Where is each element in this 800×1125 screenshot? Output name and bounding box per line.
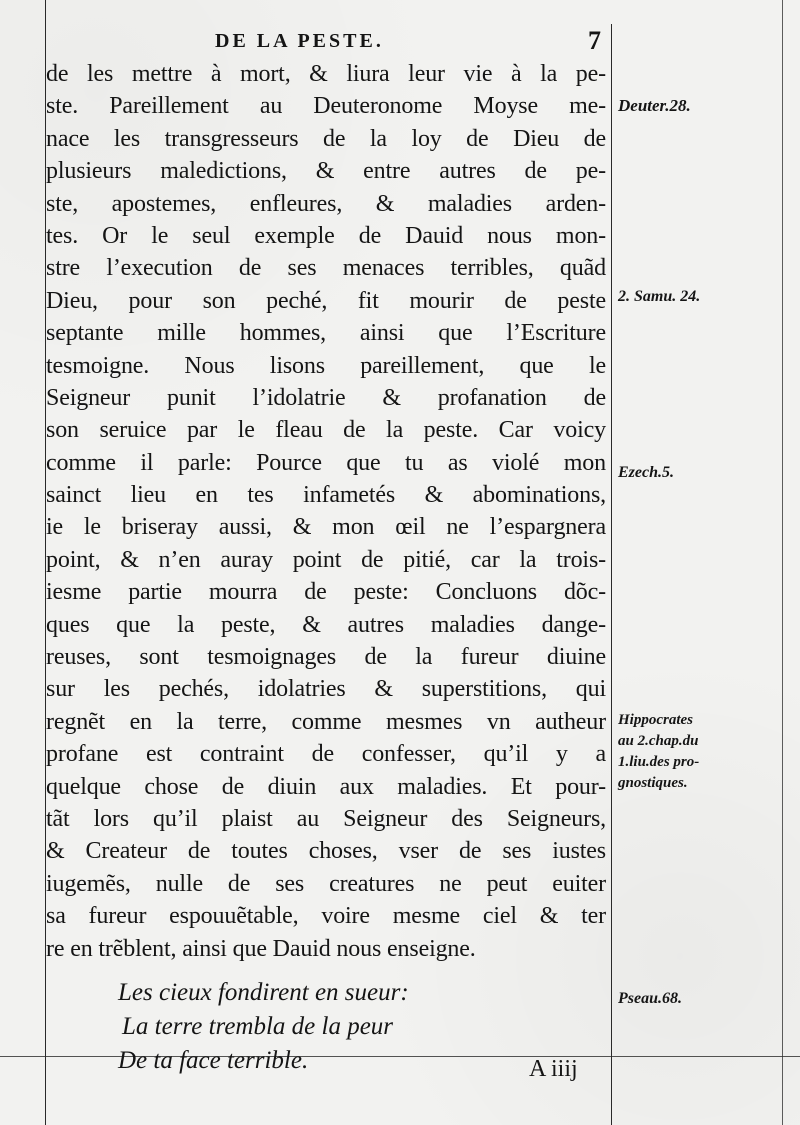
text-line: profane est contraint de confesser, qu’il y a — [46, 741, 606, 768]
text-line: de les mettre à mort, & liura leur vie à la pe- — [46, 61, 606, 87]
signature-mark: A iiij — [529, 1056, 578, 1082]
right-edge-rule — [782, 0, 783, 1125]
text-line: tesmoigne. Nous lisons pareillement, que le — [46, 352, 606, 379]
text-line: son seruice par le fleau de la peste. Car voicy — [46, 417, 606, 444]
text-line: re en trẽblent, ainsi que Dauid nous enseigne. — [46, 935, 476, 962]
text-line: sa fureur espouuẽtable, voire mesme ciel & ter — [46, 903, 606, 930]
text-line: ste. Pareillement au Deuteronome Moyse me- — [46, 93, 606, 120]
text-line: tãt lors qu’il plaist au Seigneur des Seigneurs, — [46, 805, 606, 832]
verse-line: De ta face terrible. — [118, 1047, 309, 1074]
margin-note-line: Hippocrates — [618, 712, 693, 728]
text-line: septante mille hommes, ainsi que l’Escriture — [46, 320, 606, 347]
margin-note-samuel: 2. Samu. 24. — [618, 288, 701, 305]
text-line: ques que la peste, & autres maladies dange- — [46, 611, 606, 638]
text-line: quelque chose de diuin aux maladies. Et pour- — [46, 773, 606, 800]
text-line: nace les transgresseurs de la loy de Dieu de — [46, 125, 606, 152]
text-line: Dieu, pour son peché, fit mourir de peste — [46, 287, 606, 314]
margin-note-line: 1.liu.des pro- — [618, 754, 700, 770]
margin-rule — [611, 24, 612, 1125]
text-line: sainct lieu en tes infametés & abominations, — [46, 482, 606, 509]
text-line: iugemẽs, nulle de ses creatures ne peut euiter — [46, 870, 606, 897]
margin-note-line: au 2.chap.du — [618, 733, 699, 749]
text-line: reuses, sont tesmoignages de la fureur diuine — [46, 644, 606, 671]
text-line: regnẽt en la terre, comme mesmes vn autheur — [46, 708, 606, 735]
text-line: & Createur de toutes choses, vser de ses iustes — [46, 838, 606, 865]
running-header: DE LA PESTE. — [215, 30, 384, 52]
text-line: sur les pechés, idolatries & superstitions, qui — [46, 676, 606, 703]
text-line: iesme partie mourra de peste: Concluons dõc- — [46, 579, 606, 606]
text-line: point, & n’en auray point de pitié, car la trois- — [46, 546, 606, 573]
main-text-block — [46, 58, 606, 965]
italic-verse-block — [118, 976, 588, 1078]
margin-note-hippocrates — [618, 710, 699, 794]
verse-line: Les cieux fondirent en sueur: — [118, 979, 409, 1006]
text-line: ie le briseray aussi, & mon œil ne l’espargnera — [46, 514, 606, 541]
verse-line: La terre trembla de la peur — [122, 1013, 394, 1040]
page-number: 7 — [588, 26, 601, 55]
text-line: plusieurs maledictions, & entre autres de pe- — [46, 158, 606, 185]
text-line: comme il parle: Pource que tu as violé mon — [46, 449, 606, 476]
text-line: ste, apostemes, enfleures, & maladies arden- — [46, 190, 606, 217]
margin-note-deuteronomy: Deuter.28. — [618, 96, 691, 115]
margin-note-line: gnostiques. — [618, 775, 688, 791]
text-line: Seigneur punit l’idolatrie & profanation de — [46, 384, 606, 411]
text-line: stre l’execution de ses menaces terribles, quãd — [46, 255, 606, 282]
text-line: tes. Or le seul exemple de Dauid nous mon- — [46, 222, 606, 249]
margin-note-ezechiel: Ezech.5. — [618, 464, 674, 481]
margin-note-psalm: Pseau.68. — [618, 990, 682, 1007]
